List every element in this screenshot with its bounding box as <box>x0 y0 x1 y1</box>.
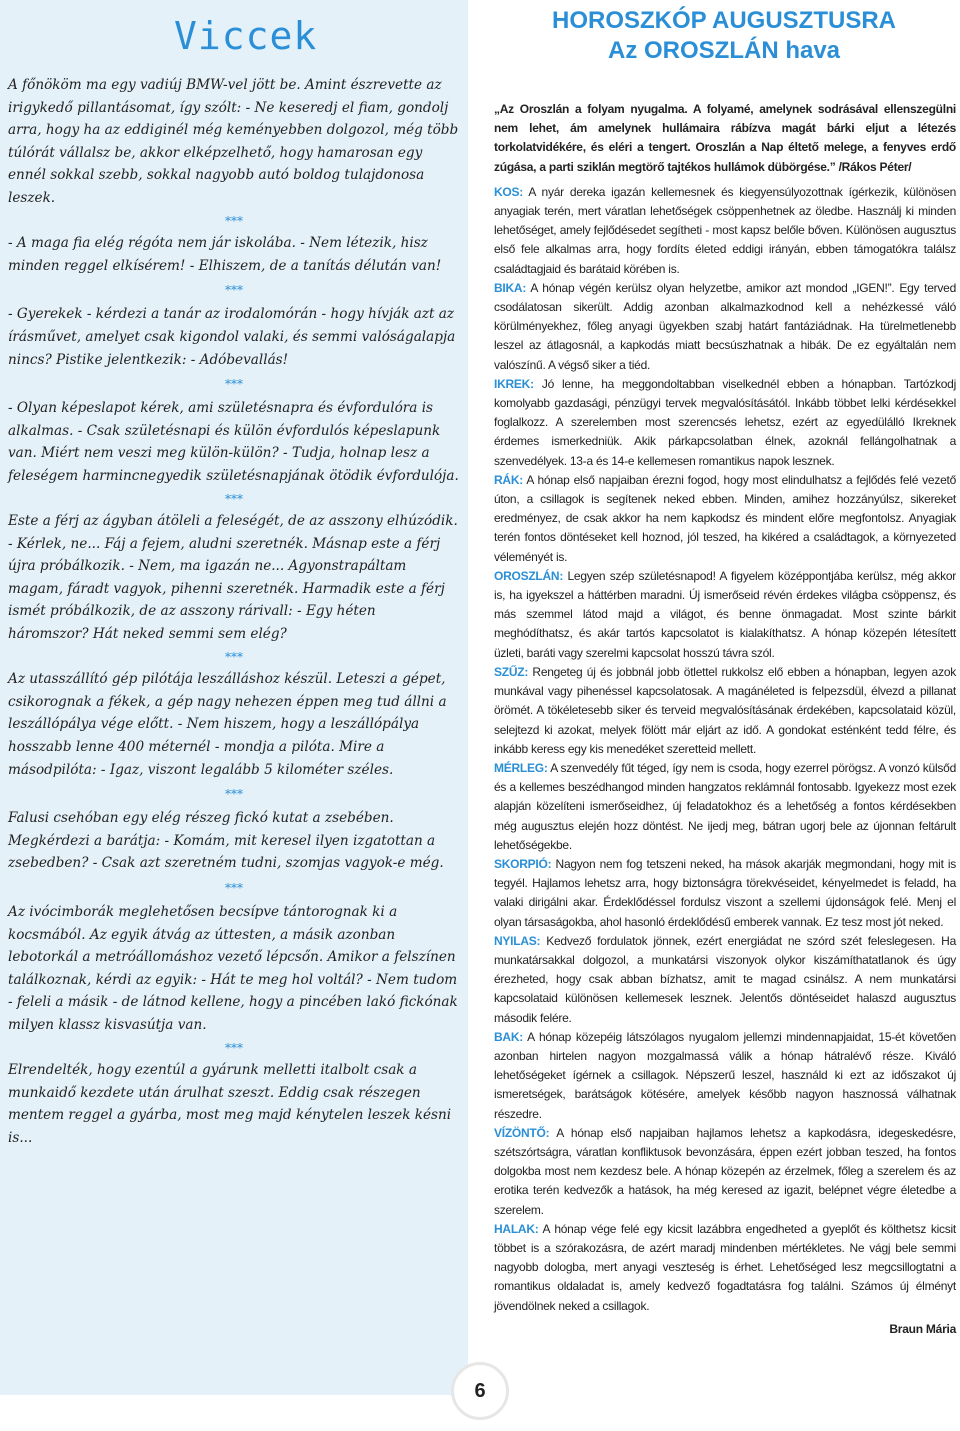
joke-1: A főnököm ma egy vadiúj BMW-vel jött be. Amint észrevette az irigykedő pillantásomat, így szólt: - Ne keseredj el fiam, gondolj arra, hogy ha az eddiginél még keményebben dolgozol, még több túlórát vállalsz be, akkor elképzelhető, hogy hamarosan egy ennél sokkal szebb, sokkal nagyobb autó boldog tulajdonosa leszek. <box>8 77 459 206</box>
separator: *** <box>225 881 243 895</box>
horoscope-intro: „Az Oroszlán a folyam nyugalma. A folyamé, amelynek sodrásával ellenszegülni nem lehet, ám amelynek hullámaira rábízva magát bárki eljut a létezés torkolatvidékére, és eléri a tengert. Oroszlán a Nap éltető melege, a fenyves erdő zúgása, a parti sziklán megtörő tajtékos hullámok dübörgése.” /Rákos Péter/ <box>494 102 956 174</box>
sign-entry <box>494 759 956 855</box>
horoscope-body <box>494 100 956 1339</box>
horoscope-title-line1: HOROSZKÓP AUGUSZTUSRA <box>551 7 896 34</box>
separator: *** <box>225 283 243 298</box>
horoscope-column <box>488 0 960 1395</box>
sign-text: A hónap közepéig látszólagos nyugalom jellemzi mindennapjaidat, 15-ét követően azonban hirtelen nagyon mozgalmassá válik a hónap hátralévő része. Kiváló lehetőségeket ígérnek a csillagok. Népszerű leszel, használd ki ezt az időszakot új ismeretségek, barátságok kötésére, amelyek később nagyon hasznossá válhatnak részedre. <box>494 1029 957 1121</box>
sign-name: OROSZLÁN: <box>494 568 564 583</box>
separator: *** <box>225 491 243 506</box>
sign-name: SKORPIÓ: <box>494 856 552 871</box>
sign-text: A nyár dereka igazán kellemesnek és kiegyensúlyozottnak ígérkezik, különösen anyagiak terén, mert váratlan lehetőségek csöppenhetnek az öledbe. Használj ki minden lehetőséget, amely fejlődésedet segítheti - most kapsz belőle bőven. Különösen augusztus első fele alkalmas arra, hogy fordíts életed eddigi irányán, ebben támogatókra találsz családtagjaid és barátaid körében is. <box>494 184 957 276</box>
sign-text: A hónap végén kerülsz olyan helyzetbe, amikor azt mondod „IGEN!”. Egy terved csodálatosan sikerült. Addig azonban alkalmazkodnod kell a nehézkessé váló körülményekhez, főleg anyagi ügyekben szabj határt fantáziádnak. Ha türelmetlenebb leszel az átlagosnál, a kapkodás miatt becsúszhatnak a hibák. De ez egyáltalán nem valószínű. A végső siker a tiéd. <box>494 280 957 372</box>
separator: *** <box>225 213 243 228</box>
sign-text: Legyen szép születésnapod! A figyelem középpontjába kerülsz, még akkor is, ha igyekszel a háttérben maradni. Új ismerőseid révén érdekes világba csöppensz, és más szemmel látod majd a világot, és benne önmagadat. Most szinte bárkit meghódíthatsz, és akár tartós kapcsolatot is kialakíthatsz. A hónap közepén létesített üzleti, baráti vagy szerelmi kapcsolat hosszú távra szól. <box>494 568 956 660</box>
separator: *** <box>225 1040 243 1055</box>
sign-entry <box>494 183 956 279</box>
sign-text: Kedvező fordulatok jönnek, ezért energiádat ne szórd szét feleslegesen. Ha munkatársakkal dolgozol, a munkatársi viszonyok olykor kiszámíthatatlanok és úgy érezheted, hogy csak abban bízhatsz, amit te magad csinálsz. A nem munkatársi kapcsolataid különösen kellemesek lesznek. Jelentős döntéseidet halaszd augusztus második felére. <box>494 933 956 1025</box>
joke-9: Elrendelték, hogy ezentúl a gyárunk melletti italbolt csak a munkaidő kezdete után árulhat szeszt. Eddig csak részegen mentem reggel a gyárba, most meg majd kénytelen leszek késni is... <box>8 1062 452 1146</box>
joke-2: - A maga fia elég régóta nem jár iskolába. - Nem létezik, hisz minden reggel elkísérem! - Elhiszem, de a tanítás délután van! <box>8 235 442 274</box>
sign-entry <box>494 1124 956 1220</box>
sign-name: HALAK: <box>494 1221 539 1236</box>
sign-name: NYILAS: <box>494 933 541 948</box>
sign-entry <box>494 279 956 375</box>
sign-name: BAK: <box>494 1029 523 1044</box>
sign-text: A szenvedély fűt téged, így nem is csoda, hogy ezerrel pörögsz. A vonzó külsőd és a kellemes beszédhangod minden hangzatos reklámnál fontosabb. Igyekezz most ezek alapján közelíteni ismerőseidhez, új feladatokhoz és a lehetőség a fontos kérdésekben még augusztus elején hozz döntést. Ne ijedj meg, bátran ugorj bele az újonnan feltárult lehetőségekbe. <box>494 760 956 852</box>
sign-name: MÉRLEG: <box>494 760 548 775</box>
sign-entry <box>494 567 956 663</box>
sign-text: A hónap vége felé egy kicsit lazábbra engedheted a gyeplőt és költhetsz kicsit többet is a szórakozásra, de azért maradj mindenben mértékletes. Ne vágj bele semmi nagyobb dologba, mert anyagi veszteség is érhet. Lehetőséged lesz megcsillogtatni a romantikus oldaladat is, amely kedvező fogadtatásra fog találni. Számos új élményt jövendölnek neked a csillagok. <box>494 1221 956 1313</box>
jokes-title: Viccek <box>174 14 318 58</box>
sign-text: A hónap első napjaiban érezni fogod, hogy most elindulhatsz a fejlődés felé vezető úton, a csillagok is segítenek neked ebben. Minden, amihez hozzányúlsz, sikereket eredményez, de csak akkor ha nem kapkodsz és mindent előre megfontolsz. Anyagiak terén fontos döntéseket kell hoznod, jól teszed, ha kikéred a családtagok, a környezeted véleményét is. <box>494 472 957 564</box>
sign-entry <box>494 375 956 471</box>
sign-text: Rengeteg új és jobbnál jobb ötlettel rukkolsz elő ebben a hónapban, legyen azok munkával vagy pihenéssel kapcsolatosak. A magánéleted is felpezsdül, élvezd a pillanat örömét. A tökéletesebb siker és terveid megvalósításának érdekében, kapcsolataid közül, selejtezd ki azokat, melyek fölött már eljárt az idő. A gondokat esténként tedd félre, és inkább keress egy kis menedéket szeretteid mellett. <box>494 664 956 756</box>
page-number: 6 <box>451 1362 509 1420</box>
separator: *** <box>225 787 243 802</box>
joke-3: - Gyerekek - kérdezi a tanár az irodalomórán - hogy hívják azt az írásművet, amelyet csak kigondol valaki, és semmi valóságalapja nincs? Pistike jelentkezik: - Adóbevallás! <box>8 306 456 368</box>
sign-name: VÍZÖNTŐ: <box>494 1125 550 1140</box>
sign-name: IKREK: <box>494 376 534 391</box>
author-name: Braun Mária <box>889 1321 956 1336</box>
joke-7: Falusi csehóban egy elég részeg fickó kutat a zsebében. Megkérdezi a barátja: - Komám, mit keresel ilyen izgatottan a zsebedben? - Csak azt szeretném tudni, szomjas vagyok-e még. <box>8 810 444 872</box>
sign-entry <box>494 471 956 567</box>
separator: *** <box>225 649 243 664</box>
separator: *** <box>225 377 243 392</box>
sign-entry <box>494 1028 956 1124</box>
horoscope-title <box>488 6 960 66</box>
sign-name: BIKA: <box>494 280 527 295</box>
sign-name: SZŰZ: <box>494 664 529 679</box>
horoscope-title-line2: Az OROSZLÁN hava <box>607 37 841 64</box>
joke-5: Este a férj az ágyban átöleli a feleségét, de az asszony elhúzódik. - Kérlek, ne... Fáj a fejem, aludni szeretnék. Másnap este a férj újra próbálkozik. - Nem, ma igazán ne... Agyonstrapáltam magam, fáradt vagyok, pihenni szeretnék. Harmadik este a férj ismét próbálkozik, de az asszony rárivall: - Egy héten háromszor? Hát neked semmi sem elég? <box>8 513 458 643</box>
sign-text: Jó lenne, ha meggondoltabban viselkednél ebben a hónapban. Tartózkodj komolyabb gazdasági, pénzügyi tervek megvalósításától. Inkább többet lelki kérdésekkel foglalkozz. A szerelemben most szerencsés lehetsz, ezért az egyedülálló Ikreknek érdemes ismerkedniük. Akik párkapcsolatban élnek, azoknál fellángolhatnak a szenvedélyek. 13-a és 14-e kellemesen romantikus napok lesznek. <box>494 376 956 468</box>
jokes-column <box>0 0 468 1395</box>
jokes-list <box>8 74 460 1150</box>
sign-name: KOS: <box>494 184 523 199</box>
joke-6: Az utasszállító gép pilótája leszálláshoz készül. Leteszi a gépet, csikorognak a fékek, a gép nagy nehezen éppen meg tud állni a leszállópálya vége előtt. - Nem hiszem, hogy a leszállópálya hosszabb lenne 400 méternél - mondja a pilóta. Mire a másodpilóta: - Igaz, viszont legalább 5 kilométer széles. <box>8 671 447 778</box>
joke-4: - Olyan képeslapot kérek, ami születésnapra és évfordulóra is alkalmas. - Csak születésnapi és külön évfordulós képeslapunk van. Miért nem veszi meg külön-külön? - Tudja, holnap lesz a feleségem harmincnegyedik születésnapjának ötödik évfordulója. <box>8 400 459 484</box>
sign-text: Nagyon nem fog tetszeni neked, ha mások akarják megmondani, hogy mit is tegyél. Hajlamos lehetsz arra, hogy biztonságra törekvéseidet, kényelmedet is feladd, ha valaki dirigálni akar. Érdeklődéssel fordulsz viszont a szellemi újdonságok felé. Menj el olyan társaságokba, ahol hasonló érdeklődésű emberek vannak. Ez tesz most jót neked. <box>494 856 956 929</box>
sign-entry <box>494 663 956 759</box>
sign-text: A hónap első napjaiban hajlamos lehetsz a kapkodásra, idegeskedésre, szétszórtságra, váratlan konfliktusok bevonzására, éppen ezért jobban teszed, ha fontos dolgokba most nem kezdesz bele. A hónap közepén az érzelmek, főleg a szerelem és az erotika terén kedvezők a hatások, ha még keresed az igazit, belépnet végre életedbe a szerelem. <box>494 1125 956 1217</box>
sign-entry <box>494 1220 956 1316</box>
joke-8: Az ivócimborák meglehetősen becsípve tántorognak ki a kocsmából. Az egyik átvág az úttesten, a másik azonban lebotorkál a metróállomáshoz vezető lépcsőn. Amikor a felszínen találkoznak, kérdi az egyik: - Hát te meg hol voltál? - Nem tudom - feleli a másik - de látnod kellene, hogy a pincében lakó fickónak milyen klassz kisvasútja van. <box>8 904 458 1033</box>
sign-entry <box>494 932 956 1028</box>
sign-entry <box>494 855 956 932</box>
sign-name: RÁK: <box>494 472 523 487</box>
